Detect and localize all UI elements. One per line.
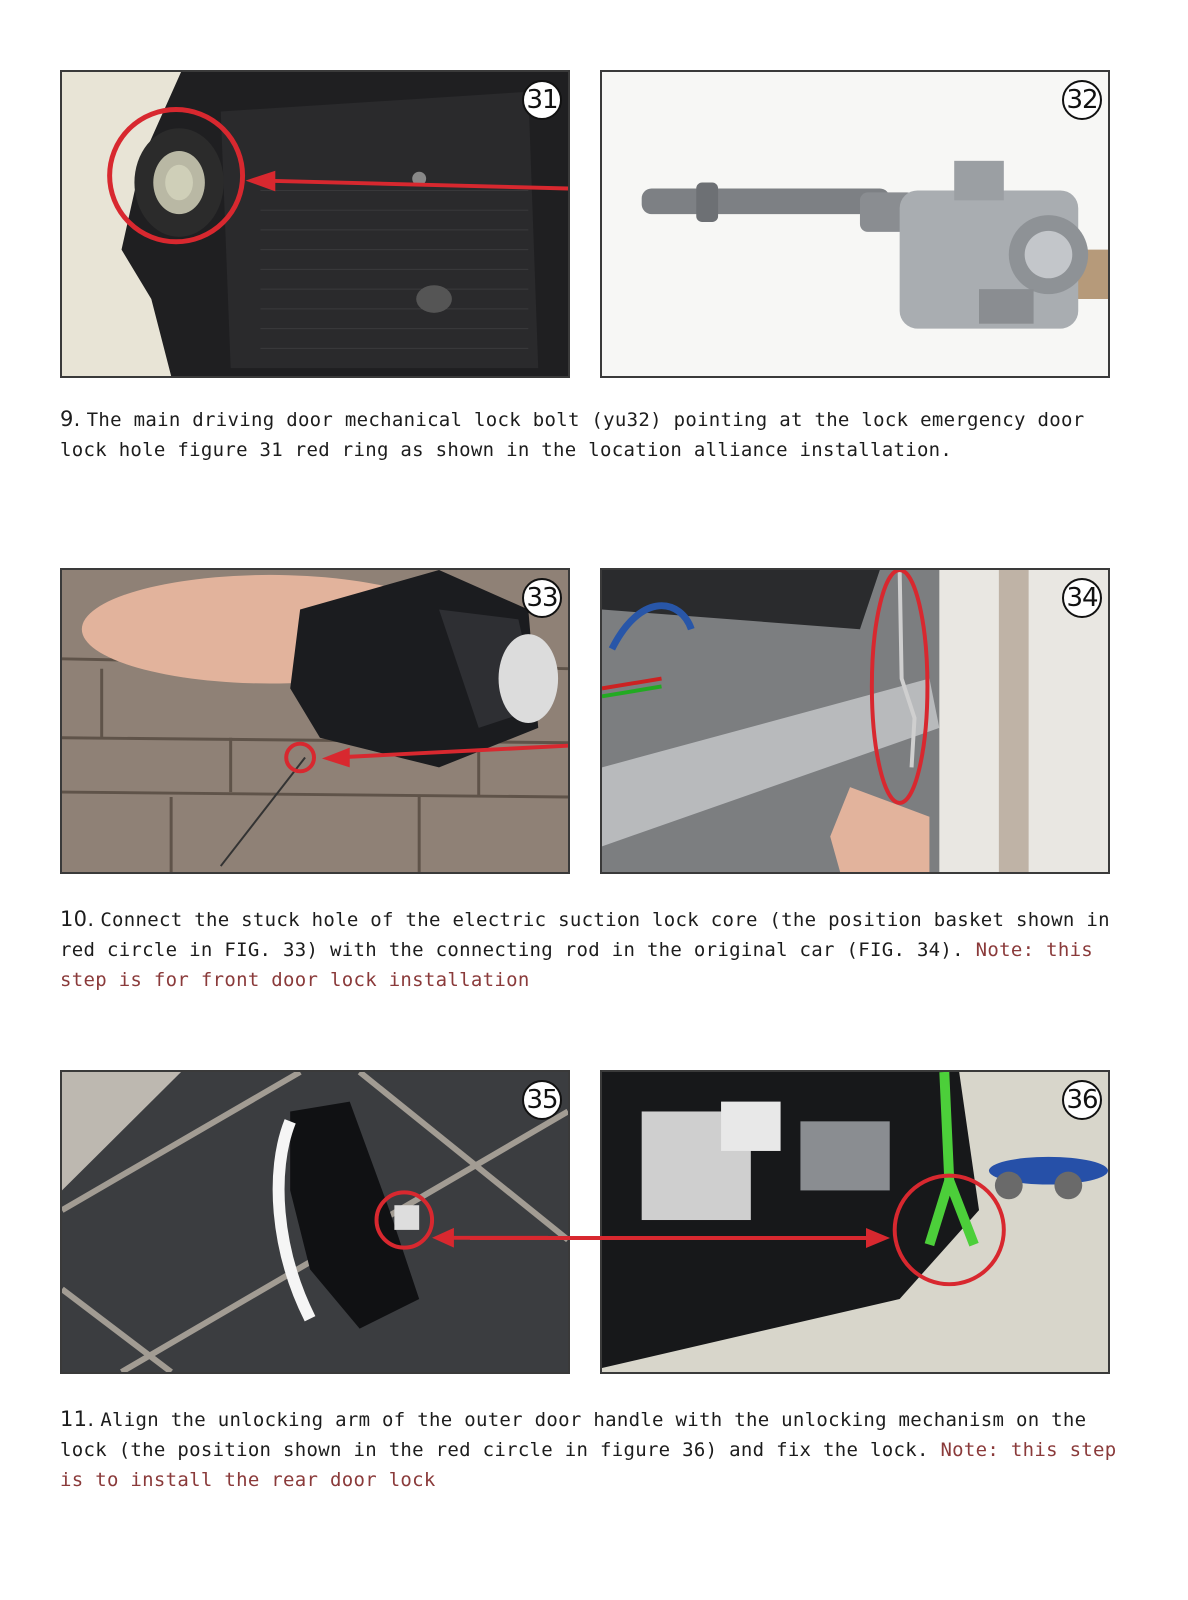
figure-number-badge: 35 — [522, 1080, 562, 1120]
step-text: The main driving door mechanical lock bolt (yu32) pointing at the lock emergency door lock hole figure 31 red ring as shown in the location alliance installation. — [60, 409, 1085, 461]
figure-number-badge: 34 — [1062, 578, 1102, 618]
connecting-rod-image — [602, 570, 1108, 872]
figure-31-photo — [60, 70, 570, 378]
lock-unit-on-tiles-image — [62, 1072, 568, 1372]
step-11-caption — [60, 1404, 1120, 1495]
figure-number-badge: 31 — [522, 80, 562, 120]
figure-33-photo — [60, 568, 570, 874]
lock-bolt-image — [602, 72, 1108, 376]
figure-number-badge: 33 — [522, 578, 562, 618]
figure-number-badge: 36 — [1062, 1080, 1102, 1120]
step-text: Align the unlocking arm of the outer door handle with the unlocking mechanism on the lock (the position shown in the red circle in figure 36) and fix the lock. — [60, 1409, 1087, 1461]
step-note: Note: this step is to install the rear door lock — [60, 1439, 1117, 1491]
door-handle-arm-image — [602, 1072, 1108, 1372]
step-number: 11. — [60, 1407, 95, 1431]
step-10-caption — [60, 904, 1120, 995]
step-number: 9. — [60, 407, 81, 431]
step-text: Connect the stuck hole of the electric suction lock core (the position basket shown in red circle in FIG. 33) with the connecting rod in the original car (FIG. 34). — [60, 909, 1110, 961]
door-panel-image — [62, 72, 568, 376]
figure-32-photo — [600, 70, 1110, 378]
step-note: Note: this step is for front door lock installation — [60, 939, 1094, 991]
figure-36-photo — [600, 1070, 1110, 1374]
figure-34-photo — [600, 568, 1110, 874]
figure-35-photo — [60, 1070, 570, 1374]
figure-number-badge: 32 — [1062, 80, 1102, 120]
step-number: 10. — [60, 907, 95, 931]
step-9-caption — [60, 404, 1120, 465]
lock-core-in-hand-image — [62, 570, 568, 872]
